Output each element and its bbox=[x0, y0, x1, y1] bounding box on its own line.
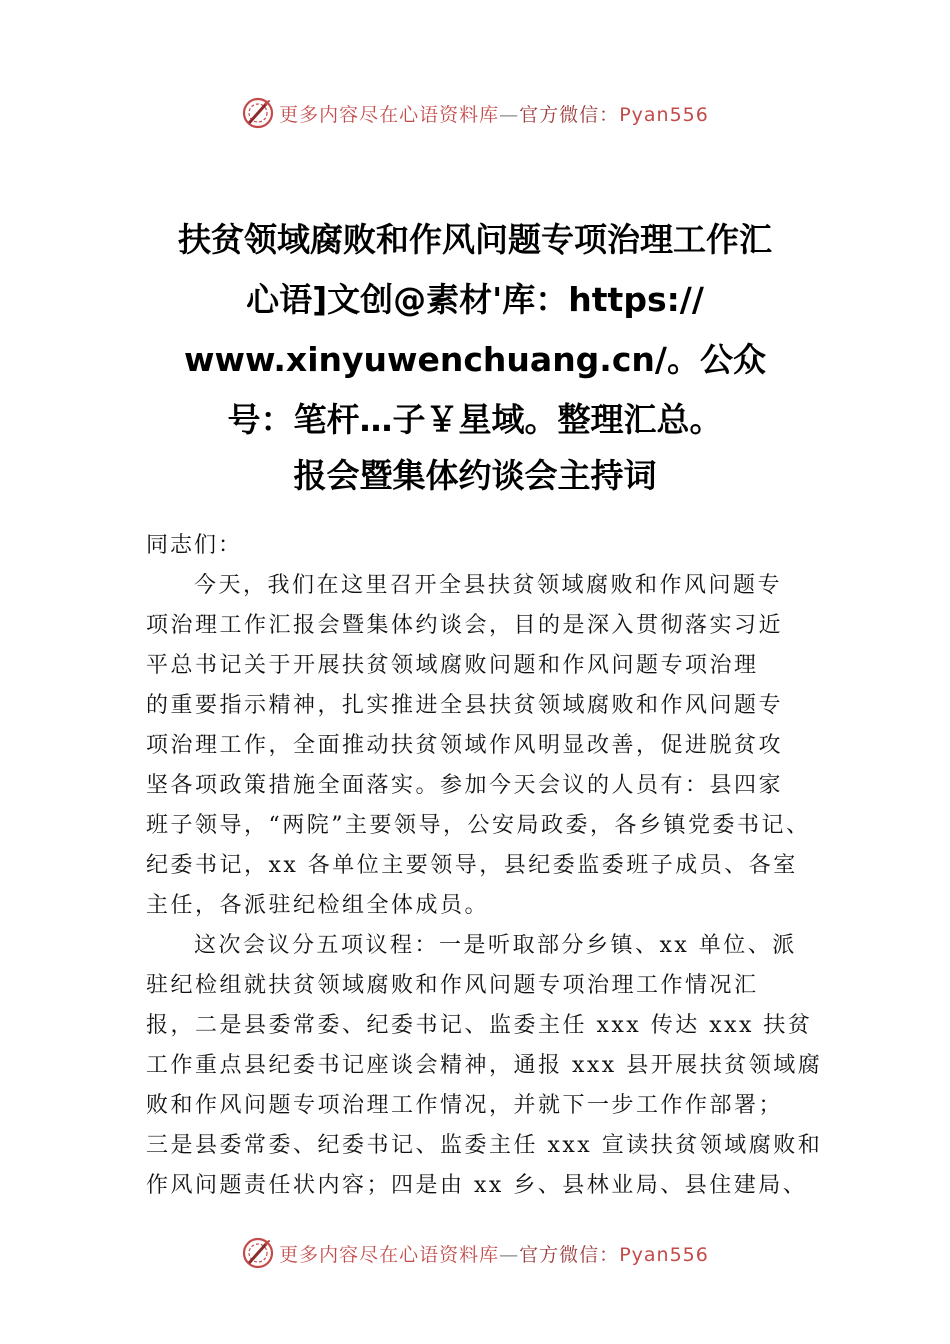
banner-wechat-label: 官方微信： bbox=[519, 1243, 620, 1266]
title-line: www.xinyuwenchuang.cn/。公众 bbox=[184, 340, 766, 379]
document-body bbox=[146, 526, 846, 1206]
banner-wechat-handle: Pyan556 bbox=[619, 103, 709, 126]
footer-banner bbox=[0, 1233, 950, 1273]
banner-dash: — bbox=[499, 103, 520, 126]
brush-logo-icon bbox=[241, 96, 275, 130]
paragraph-line: 班子领导，“两院”主要领导，公安局政委，各乡镇党委书记、 bbox=[146, 813, 811, 838]
title-line: 报会暨集体约谈会主持词 bbox=[293, 456, 657, 495]
paragraph-line: 驻纪检组就扶贫领域腐败和作风问题专项治理工作情况汇 bbox=[146, 973, 759, 998]
paragraph-line: 这次会议分五项议程：一是听取部分乡镇、xx 单位、派 bbox=[194, 933, 797, 958]
brush-logo-icon bbox=[241, 1236, 275, 1270]
paragraph-line: 主任，各派驻纪检组全体成员。 bbox=[146, 893, 490, 918]
title-line: 心语]文创@素材'库：https:// bbox=[246, 280, 704, 319]
paragraph-1 bbox=[146, 566, 846, 926]
paragraph-line: 坚各项政策措施全面落实。参加今天会议的人员有：县四家 bbox=[146, 773, 784, 798]
title-line: 号：笔杆…子￥星域。整理汇总。 bbox=[227, 400, 723, 439]
paragraph-2 bbox=[146, 926, 846, 1206]
paragraph-line: 纪委书记，xx 各单位主要领导，县纪委监委班子成员、各室 bbox=[146, 853, 798, 878]
banner-library-text: 更多内容尽在心语资料库 bbox=[279, 103, 500, 126]
paragraph-line: 三是县委常委、纪委书记、监委主任 xxx 宣读扶贫领域腐败和 bbox=[146, 1133, 823, 1158]
paragraph-line: 平总书记关于开展扶贫领域腐败问题和作风问题专项治理 bbox=[146, 653, 759, 678]
paragraph-line: 工作重点县纪委书记座谈会精神，通报 xxx 县开展扶贫领域腐 bbox=[146, 1053, 823, 1078]
paragraph-line: 项治理工作，全面推动扶贫领域作风明显改善，促进脱贫攻 bbox=[146, 733, 784, 758]
paragraph-line: 项治理工作汇报会暨集体约谈会，目的是深入贯彻落实习近 bbox=[146, 613, 784, 638]
title-line: 扶贫领域腐败和作风问题专项治理工作汇 bbox=[178, 220, 772, 259]
paragraph-line: 败和作风问题专项治理工作情况，并就下一步工作作部署； bbox=[146, 1093, 784, 1118]
banner-dash: — bbox=[499, 1243, 520, 1266]
banner-text bbox=[279, 100, 709, 127]
banner-wechat-label: 官方微信： bbox=[519, 103, 620, 126]
banner-wechat-handle: Pyan556 bbox=[619, 1243, 709, 1266]
document-title bbox=[140, 210, 810, 502]
paragraph-line: 作风问题责任状内容；四是由 xx 乡、县林业局、县住建局、 bbox=[146, 1173, 808, 1198]
paragraph-line: 报，二是县委常委、纪委书记、监委主任 xxx 传达 xxx 扶贫 bbox=[146, 1013, 813, 1038]
salutation: 同志们： bbox=[146, 533, 243, 558]
paragraph-line: 今天，我们在这里召开全县扶贫领域腐败和作风问题专 bbox=[194, 573, 783, 598]
paragraph-line: 的重要指示精神，扎实推进全县扶贫领域腐败和作风问题专 bbox=[146, 693, 784, 718]
banner-text bbox=[279, 1240, 709, 1267]
header-banner bbox=[0, 93, 950, 133]
banner-library-text: 更多内容尽在心语资料库 bbox=[279, 1243, 500, 1266]
